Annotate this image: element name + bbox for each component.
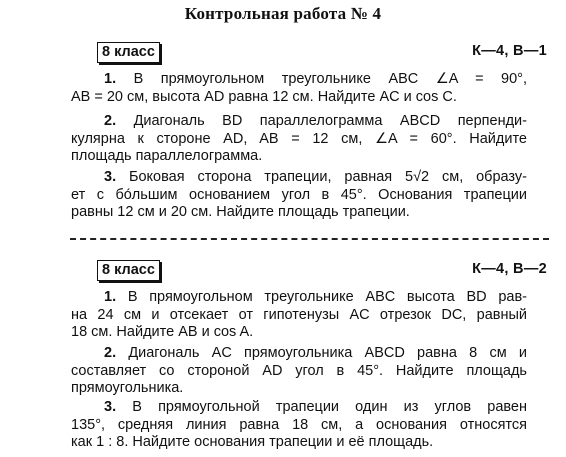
task-line: кулярна к стороне AD, AB = 12 см, ∠A = 60°. Найдите (71, 130, 527, 147)
task-text: Диагональ BD параллелограмма ABCD перпенди- (133, 113, 527, 129)
grade-label: 8 класс (97, 260, 160, 281)
task-line: AB = 20 см, высота AD равна 12 см. Найдите AC и cos C. (71, 88, 457, 105)
variant-code: К—4, В—1 (472, 43, 547, 59)
task-v1-1 (71, 71, 527, 106)
task-line: как 1 : 8. Найдите основания трапеции и её площадь. (71, 434, 434, 450)
task-number: 1. (104, 71, 117, 87)
cut-line-divider (70, 238, 549, 240)
task-v2-2 (71, 345, 527, 398)
task-line: 18 см. Найдите AB и cos A. (71, 324, 254, 340)
task-line: на 24 см и отсекает от гипотенузы AC отрезок DC, равный (71, 306, 527, 323)
task-line (71, 113, 527, 131)
task-line (71, 289, 527, 307)
task-v2-1 (71, 289, 527, 342)
task-text: Диагональ AC прямоугольника ABCD равна 8 см и (128, 345, 528, 361)
task-line: 135°, средняя линия равна 18 см, а основания относятся (71, 416, 527, 433)
task-text: В прямоугольном треугольнике ABC ∠A = 90°, (133, 71, 527, 87)
task-number: 1. (104, 289, 117, 305)
task-number: 3. (104, 399, 117, 415)
task-v2-3 (71, 399, 527, 452)
task-line (71, 169, 527, 187)
task-number: 2. (104, 345, 117, 361)
variant-1-header (97, 42, 547, 64)
task-line: составляет со стороной AD угол в 45°. Найдите площадь (71, 362, 527, 379)
task-line: равны 12 см и 20 см. Найдите площадь трапеции. (71, 204, 410, 220)
task-number: 2. (104, 113, 117, 129)
task-line: площадь параллелограмма. (71, 148, 263, 164)
page-title: Контрольная работа № 4 (184, 4, 382, 23)
variant-code: К—4, В—2 (472, 261, 547, 277)
task-text: В прямоугольной трапеции один из углов равен (132, 399, 528, 415)
task-line: прямоугольника. (71, 380, 184, 396)
task-line (71, 71, 527, 89)
task-line (71, 345, 527, 363)
task-v1-2 (71, 113, 527, 166)
task-text: Боковая сторона трапеции, равная 5√2 см, образу- (128, 169, 527, 185)
task-v1-3 (71, 169, 527, 222)
task-text: В прямоугольном треугольнике ABC высота BD рав- (127, 289, 527, 305)
grade-label: 8 класс (97, 42, 160, 63)
variant-2-header (97, 260, 547, 282)
task-line (71, 399, 527, 417)
task-number: 3. (104, 169, 117, 185)
task-line: ет с бо́льшим основанием угол в 45°. Основания трапеции (71, 186, 527, 203)
